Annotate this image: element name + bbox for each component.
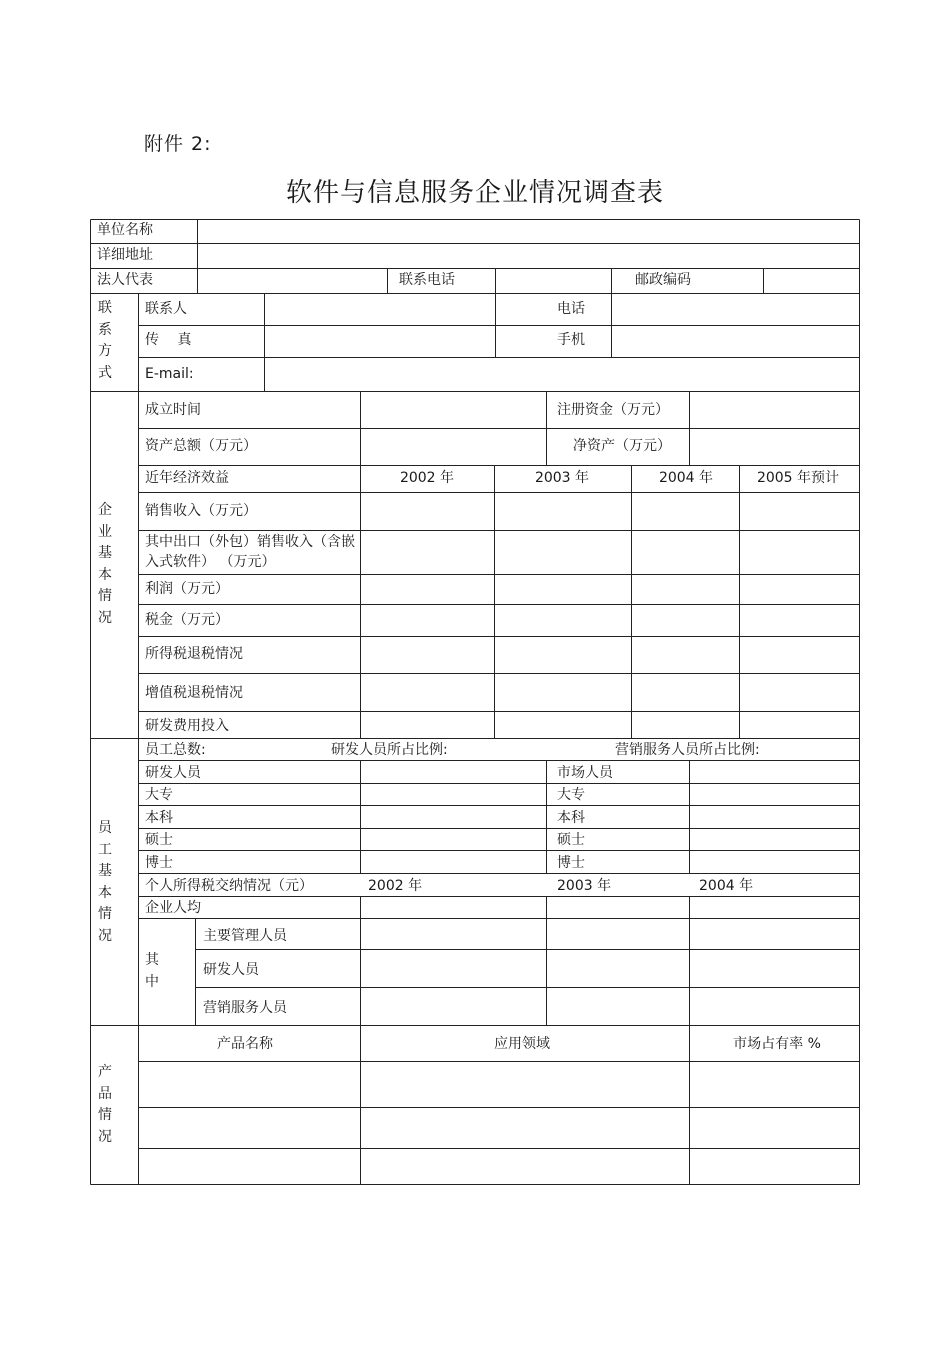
phone-field[interactable] — [496, 269, 611, 293]
label-mkt-junior-college: 大专 — [557, 787, 585, 803]
label-management: 主要管理人员 — [203, 928, 287, 944]
founded-field[interactable] — [361, 392, 546, 428]
attachment-label: 附件 2: — [144, 133, 212, 155]
label-total-assets: 资产总额（万元） — [145, 438, 257, 454]
label-among: 其中 — [145, 952, 159, 990]
label-founded: 成立时间 — [145, 402, 201, 418]
label-staff-total: 员工总数: — [145, 742, 206, 758]
year-header-2003: 2003 年 — [534, 470, 590, 486]
label-unit-name: 单位名称 — [97, 222, 153, 238]
legal-rep-field[interactable] — [198, 269, 387, 293]
tax-year-2002: 2002 年 — [368, 878, 423, 894]
mobile-field[interactable] — [612, 326, 859, 357]
header-market-share: 市场占有率 % — [733, 1036, 821, 1052]
label-market-staff: 市场人员 — [557, 765, 613, 781]
label-rd-junior-college: 大专 — [145, 787, 173, 803]
tax-year-2003: 2003 年 — [557, 878, 612, 894]
label-contact-person: 联系人 — [145, 301, 187, 317]
reg-capital-field[interactable] — [690, 392, 859, 428]
label-address: 详细地址 — [97, 247, 153, 263]
header-product-name: 产品名称 — [217, 1036, 273, 1052]
net-assets-field[interactable] — [690, 429, 859, 465]
header-application-field: 应用领域 — [494, 1036, 550, 1052]
label-mobile: 手机 — [557, 332, 585, 348]
label-income-tax-refund: 所得税退税情况 — [145, 646, 243, 662]
label-per-capita: 企业人均 — [145, 900, 201, 916]
label-export-revenue: 其中出口（外包）销售收入（含嵌入式软件） （万元） — [145, 534, 355, 570]
label-sales-revenue: 销售收入（万元） — [145, 503, 257, 519]
year-header-2002: 2002 年 — [399, 470, 455, 486]
label-rd-bachelor: 本科 — [145, 810, 173, 826]
form-title: 软件与信息服务企业情况调查表 — [285, 178, 664, 208]
tel-field[interactable] — [612, 294, 859, 325]
section-enterprise: 企业基本情况 — [98, 502, 112, 626]
label-tel: 电话 — [557, 301, 585, 317]
section-product: 产品情况 — [98, 1064, 112, 1145]
label-legal-rep: 法人代表 — [97, 272, 153, 288]
section-staff: 员工基本情况 — [98, 820, 112, 944]
address-field[interactable] — [198, 244, 859, 268]
total-assets-field[interactable] — [361, 429, 546, 465]
email-field[interactable] — [265, 358, 859, 391]
unit-name-field[interactable] — [198, 220, 859, 243]
label-sales-ratio: 营销服务人员所占比例: — [615, 742, 760, 758]
fax-field[interactable] — [265, 326, 495, 357]
label-phone: 联系电话 — [399, 272, 455, 288]
label-mkt-phd: 博士 — [557, 855, 585, 871]
product-rows-area[interactable] — [139, 1062, 859, 1184]
label-profit: 利润（万元） — [145, 581, 229, 597]
label-mkt-master: 硕士 — [557, 832, 585, 848]
section-contact: 联系方式 — [98, 300, 112, 381]
year-header-2004: 2004 年 — [658, 470, 714, 486]
contact-person-field[interactable] — [265, 294, 495, 325]
postcode-field[interactable] — [764, 269, 859, 293]
label-rd-expense: 研发费用投入 — [145, 718, 229, 734]
label-rd-ratio: 研发人员所占比例: — [331, 742, 448, 758]
label-rd-phd: 博士 — [145, 855, 173, 871]
year-header-2005: 2005 年预计 — [756, 470, 840, 486]
label-reg-capital: 注册资金（万元） — [557, 402, 669, 418]
label-postcode: 邮政编码 — [635, 272, 691, 288]
label-vat-refund: 增值税退税情况 — [145, 685, 243, 701]
label-personal-tax: 个人所得税交纳情况（元） — [145, 878, 313, 894]
label-mkt-bachelor: 本科 — [557, 810, 585, 826]
label-email: E-mail: — [145, 366, 194, 382]
label-rd-master: 硕士 — [145, 832, 173, 848]
label-among-rd: 研发人员 — [203, 962, 259, 978]
label-tax: 税金（万元） — [145, 612, 229, 628]
label-fax: 传 真 — [145, 332, 192, 348]
label-net-assets: 净资产（万元） — [573, 438, 671, 454]
label-econ-benefit: 近年经济效益 — [145, 470, 229, 486]
tax-year-2004: 2004 年 — [699, 878, 754, 894]
label-rd-staff: 研发人员 — [145, 765, 201, 781]
label-among-sales: 营销服务人员 — [203, 1000, 287, 1016]
